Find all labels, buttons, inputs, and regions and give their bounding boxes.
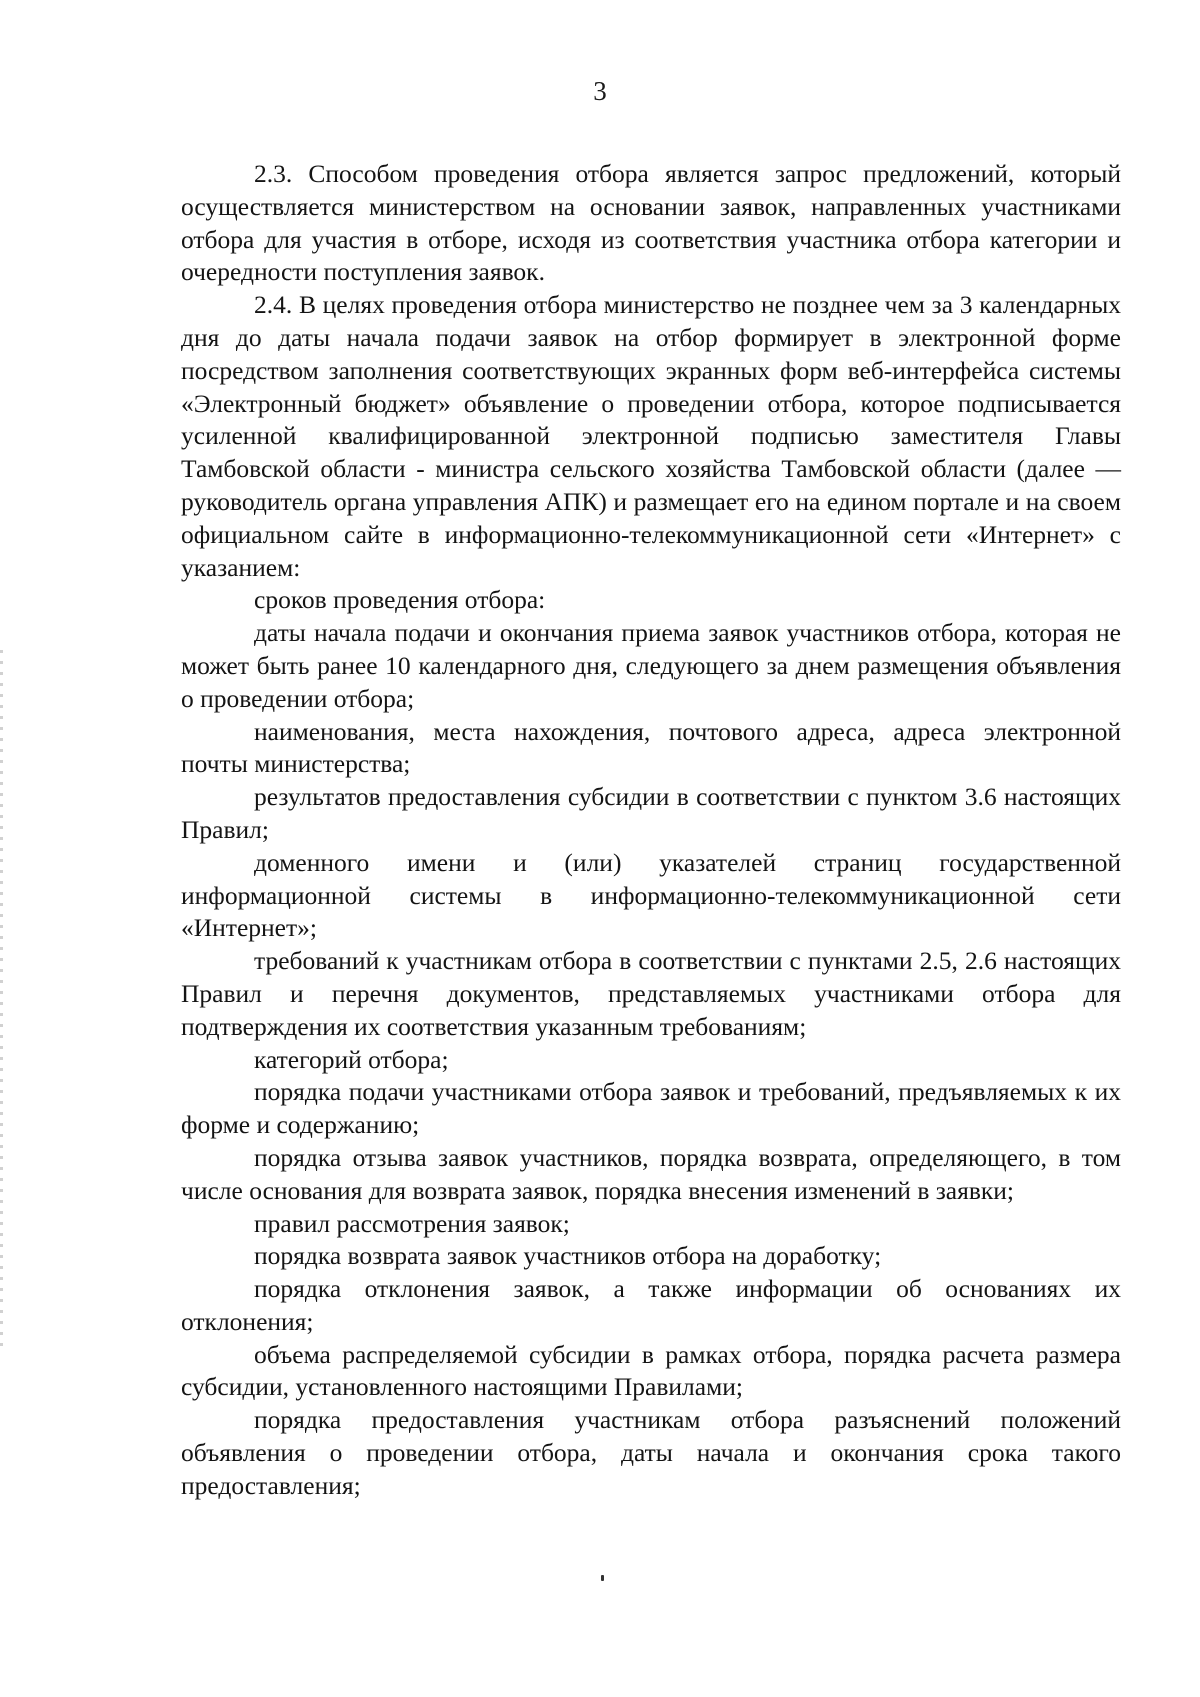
list-item-subsidy-volume: объема распределяемой субсидии в рамках отбора, порядка расчета размера субсидии, установленного настоящими Правилами;	[181, 1339, 1121, 1402]
list-item-participant-requirements: требований к участникам отбора в соответствии с пунктами 2.5, 2.6 настоящих Правил и перечня документов, представляемых участниками отбора для подтверждения их соответствия указанным требованиям;	[181, 946, 1121, 1041]
list-item-subsidy-results: результатов предоставления субсидии в соответствии с пунктом 3.6 настоящих Правил;	[181, 782, 1121, 844]
list-item-selection-categories: категорий отбора;	[254, 1044, 449, 1074]
list-item-withdrawal-procedure: порядка отзыва заявок участников, порядка возврата, определяющего, в том числе основания для возврата заявок, порядка внесения изменений в заявки;	[181, 1142, 1121, 1205]
list-item-selection-terms: сроков проведения отбора:	[254, 585, 546, 615]
list-item-application-dates: даты начала подачи и окончания приема заявок участников отбора, которая не может быть ранее 10 календарного дня, следующего за днем размещения объявления о проведении отбора;	[181, 618, 1121, 713]
list-item-domain-name: доменного имени и (или) указателей страниц государственной информационной системы в информационно-телекоммуникационной сети «Интернет»;	[181, 847, 1121, 943]
document-body	[181, 158, 1121, 1503]
list-item-ministry-contacts: наименования, места нахождения, почтового адреса, адреса электронной почты министерства;	[181, 716, 1121, 779]
paragraph-2-4: 2.4. В целях проведения отбора министерство не позднее чем за 3 календарных дня до даты начала подачи заявок на отбор формирует в электронной форме посредством заполнения соответствующих экранных форм веб-интерфейса системы «Электронный бюджет» объявление о проведении отбора, которое подписывается усиленной квалифицированной электронной подписью заместителя Главы Тамбовской области - министра сельского хозяйства Тамбовской области (далее — руководитель органа управления АПК) и размещает его на едином портале и на своем официальном сайте в информационно-телекоммуникационной сети «Интернет» с указанием:	[181, 290, 1121, 582]
list-item-review-rules: правил рассмотрения заявок;	[254, 1208, 570, 1238]
list-item-clarifications: порядка предоставления участникам отбора разъяснений положений объявления о проведении отбора, даты начала и окончания срока такого предоставления;	[181, 1405, 1121, 1500]
scan-dot-artifact	[601, 1575, 604, 1581]
scan-edge-artifact	[0, 650, 3, 1350]
list-item-submission-procedure: порядка подачи участниками отбора заявок и требований, предъявляемых к их форме и содержанию;	[181, 1077, 1121, 1140]
list-item-return-for-revision: порядка возврата заявок участников отбора на доработку;	[254, 1241, 882, 1271]
page-number: 3	[593, 76, 607, 106]
paragraph-2-3: 2.3. Способом проведения отбора является запрос предложений, который осуществляется министерством на основании заявок, направленных участниками отбора для участия в отборе, исходя из соответствия участника отбора категории и очередности поступления заявок.	[181, 159, 1121, 287]
list-item-rejection-procedure: порядка отклонения заявок, а также информации об основаниях их отклонения;	[181, 1274, 1121, 1336]
